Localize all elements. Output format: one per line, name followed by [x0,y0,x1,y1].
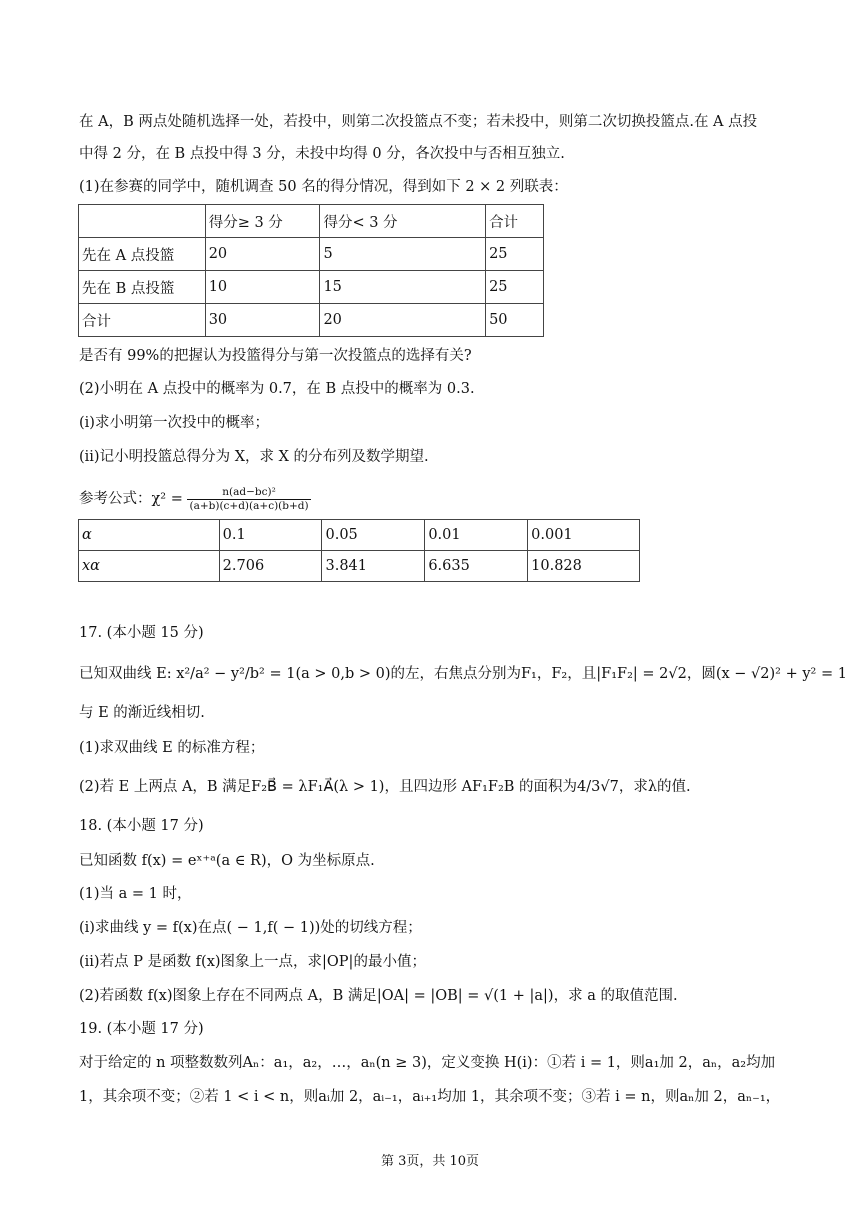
table-cell: 25 [486,238,544,271]
q18-line-3: (i)求曲线 y = f(x)在点( − 1,f( − 1))处的切线方程； [79,920,422,936]
q18-title: 18. (本小题 17 分) [79,818,204,834]
table-cell: 0.01 [425,520,528,551]
table-cell: 0.05 [322,520,425,551]
table-cell: 25 [486,271,544,304]
table-cell: 得分≥ 3 分 [205,205,320,238]
table-cell: 合计 [486,205,544,238]
q16-question: 是否有 99%的把握认为投篮得分与第一次投篮点的选择有关? [79,348,472,364]
table-row [79,551,640,582]
formula-denominator: (a+b)(c+d)(a+c)(b+d) [189,499,309,512]
table-cell: 0.1 [219,520,322,551]
q18-line-1: 已知函数 f(x) = eˣ⁺ᵃ(a ∈ R)，O 为坐标原点. [79,853,375,869]
reference-formula [79,484,800,514]
q16-part1: (1)在参赛的同学中，随机调查 50 名的得分情况，得到如下 2 × 2 列联表： [79,179,568,195]
table-row [79,205,544,238]
q16-part2-ii: (ii)记小明投篮总得分为 X，求 X 的分布列及数学期望. [79,449,429,465]
q17-title: 17. (本小题 15 分) [79,625,204,641]
table-cell: 合计 [79,304,206,337]
table-cell: 0.001 [528,520,640,551]
table-row [79,304,544,337]
q18-line-5: (2)若函数 f(x)图象上存在不同两点 A，B 满足|OA| = |OB| = √(1 + |a|)，求 a 的取值范围. [79,988,678,1004]
q19-line-2: 1，其余项不变；②若 1 < i < n，则aᵢ加 2，aᵢ₋₁，aᵢ₊₁均加 1，其余项不变；③若 i = n，则aₙ加 2，aₙ₋₁， [79,1089,781,1105]
q17-line-1: 已知双曲线 E: x²/a² − y²/b² = 1(a > 0,b > 0)的左，右焦点分别为F₁，F₂，且|F₁F₂| = 2√2，圆(x − √2)² + y² = 1 [79,666,847,682]
intro-line-1: 在 A，B 两点处随机选择一处，若投中，则第二次投篮点不变；若未投中，则第二次切换投篮点.在 A 点投 [79,114,758,130]
formula-numerator: n(ad−bc)² [187,486,310,500]
q17-line-3: (1)求双曲线 E 的标准方程； [79,740,265,756]
formula-fraction [187,486,310,513]
q18-line-4: (ii)若点 P 是函数 f(x)图象上一点，求|OP|的最小值； [79,954,426,970]
q19-line-1: 对于给定的 n 项整数数列Aₙ：a₁，a₂，…，aₙ(n ≥ 3)，定义变换 H(i)：①若 i = 1，则a₁加 2，aₙ，a₂均加 [79,1055,776,1071]
critical-value-table [78,519,640,582]
formula-label: 参考公式：χ² = [79,491,188,507]
table-cell: 先在 B 点投篮 [79,271,206,304]
page-footer: 第 3页，共 10页 [380,1154,480,1169]
q18-line-2: (1)当 a = 1 时， [79,886,192,902]
q16-part2: (2)小明在 A 点投中的概率为 0.7，在 B 点投中的概率为 0.3. [79,381,475,397]
q17-line-2: 与 E 的渐近线相切. [79,705,205,721]
table-cell: 6.635 [425,551,528,582]
q16-part2-i: (i)求小明第一次投中的概率； [79,415,269,431]
table-cell: 20 [320,304,486,337]
contingency-table [78,204,544,337]
table-row [79,271,544,304]
table-cell: 得分< 3 分 [320,205,486,238]
table-row [79,520,640,551]
table-cell: 50 [486,304,544,337]
table-cell: 5 [320,238,486,271]
table-cell: 10.828 [528,551,640,582]
table-row [79,238,544,271]
table-cell: 15 [320,271,486,304]
table-cell: 20 [205,238,320,271]
table-cell: α [79,520,220,551]
table-cell: 先在 A 点投篮 [79,238,206,271]
intro-line-2: 中得 2 分，在 B 点投中得 3 分，未投中均得 0 分，各次投中与否相互独立. [79,146,565,162]
table-cell: 30 [205,304,320,337]
table-cell: 3.841 [322,551,425,582]
table-cell: xα [79,551,220,582]
table-cell [79,205,206,238]
table-cell: 2.706 [219,551,322,582]
q17-line-4: (2)若 E 上两点 A，B 满足F₂B⃗ = λF₁A⃗(λ > 1)，且四边形 AF₁F₂B 的面积为4/3√7，求λ的值. [79,779,691,795]
table-cell: 10 [205,271,320,304]
q19-title: 19. (本小题 17 分) [79,1021,204,1037]
